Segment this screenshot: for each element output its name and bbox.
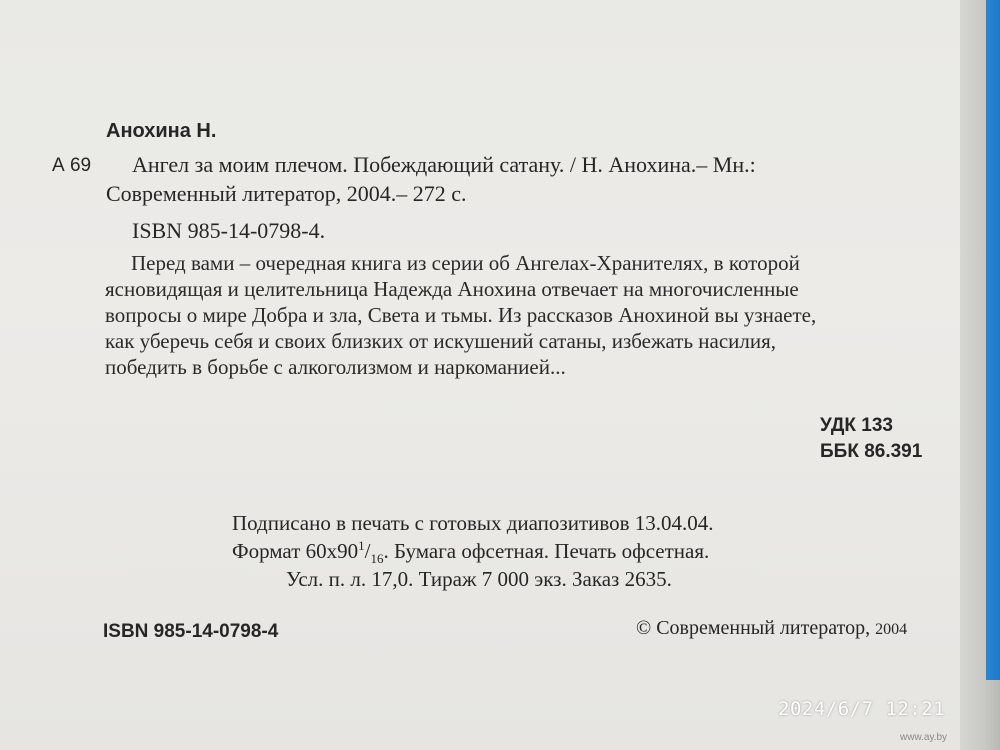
bibliographic-title-line-1: Ангел за моим плечом. Побеждающий сатану. / Н. Анохина.– Мн.:	[132, 152, 756, 177]
blue-cover-edge	[986, 0, 1000, 680]
annotation-line: как уберечь себя и своих близких от искушений сатаны, избежать насилия,	[105, 329, 777, 353]
annotation-text	[105, 250, 816, 380]
annotation-line: победить в борьбе с алкоголизмом и наркоманией...	[105, 355, 566, 379]
bbk-code: ББК 86.391	[820, 441, 923, 462]
format-suffix: . Бумага офсетная. Печать офсетная.	[383, 539, 710, 563]
format-slash: /	[364, 539, 371, 563]
imprint-format-line	[232, 538, 709, 567]
format-superscript: 1	[358, 538, 365, 553]
udk-code: УДК 133	[820, 415, 893, 436]
imprint-print-run-line: Усл. п. л. 17,0. Тираж 7 000 экз. Заказ 2635.	[286, 567, 672, 591]
site-watermark: www.ay.by	[900, 732, 948, 743]
annotation-line: ясновидящая и целительница Надежда Анохина отвечает на многочисленные	[105, 277, 799, 301]
classification-code: А 69	[52, 155, 92, 176]
format-subscript: 16	[370, 551, 384, 567]
footer-isbn: ISBN 985-14-0798-4	[103, 621, 279, 642]
isbn-line: ISBN 985-14-0798-4.	[132, 218, 326, 243]
copyright-notice	[636, 617, 907, 640]
annotation-line: Перед вами – очередная книга из серии об Ангелах-Хранителях, в которой	[131, 251, 800, 275]
author-name: Анохина Н.	[106, 120, 217, 142]
copyright-year: 2004	[875, 621, 908, 638]
format-prefix: Формат 60x90	[232, 539, 359, 563]
imprint-signed-line: Подписано в печать с готовых диапозитивов 13.04.04.	[232, 511, 714, 535]
bibliographic-title-line-2: Современный литератор, 2004.– 272 с.	[106, 181, 467, 206]
annotation-line: вопросы о мире Добра и зла, Света и тьмы. Из рассказов Анохиной вы узнаете,	[105, 303, 817, 327]
copyright-text: © Современный литератор,	[636, 617, 871, 639]
photo-timestamp: 2024/6/7 12:21	[778, 698, 946, 720]
